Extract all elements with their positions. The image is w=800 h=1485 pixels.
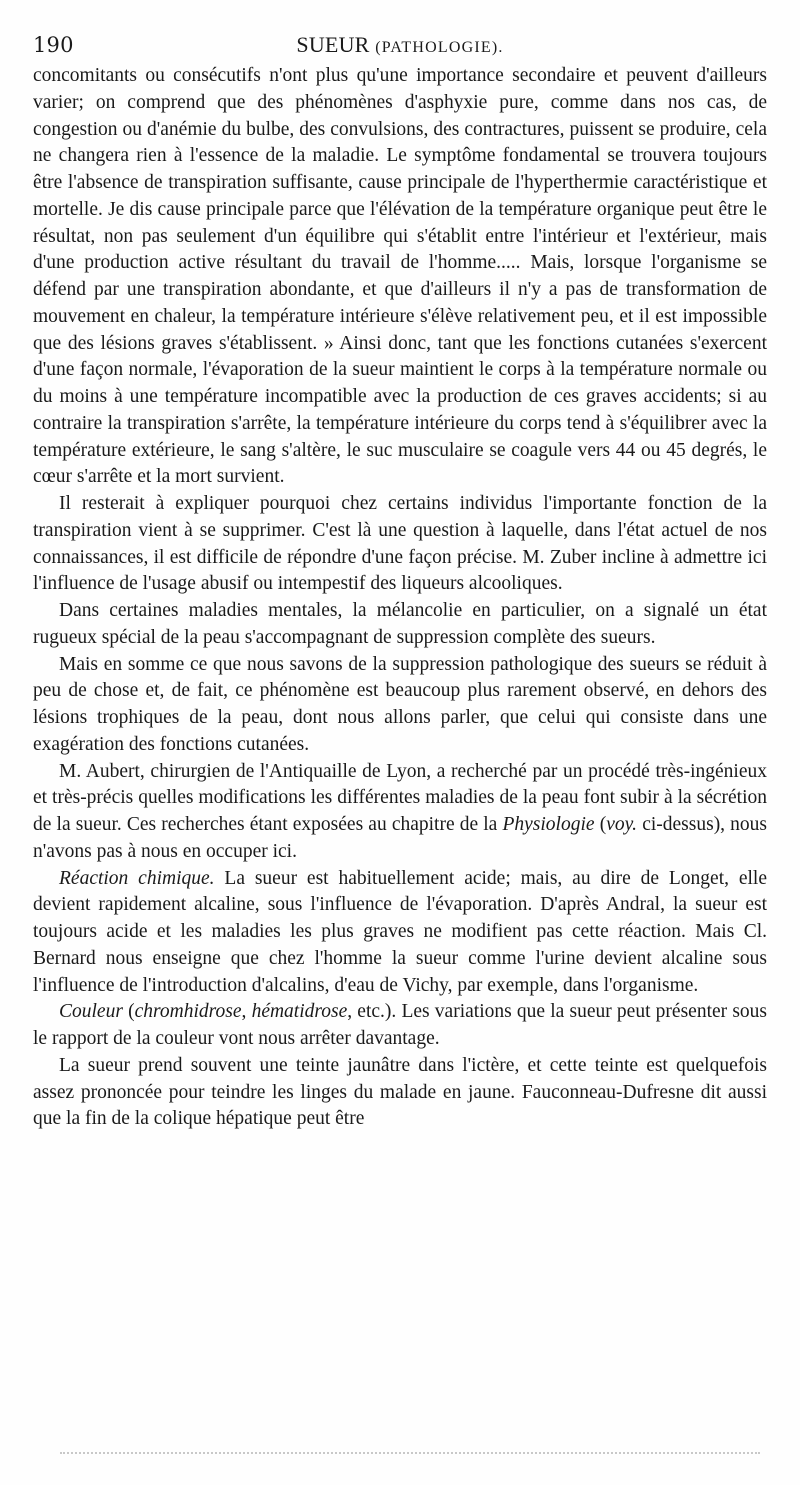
italic-term: hématidrose [251,1001,348,1023]
text-run: , [241,1001,247,1023]
paragraph [33,999,767,1053]
section-heading: Réaction chimique. [59,867,215,889]
title-main: SUEUR [296,32,370,57]
paragraph: La sueur prend souvent une teinte jaunâtre dans l'ictère, et cette teinte est quelquefois assez prononcée pour teindre les linges du malade en jaune. Fauconneau-Dufresne dit aussi que la fin de la colique hépatique peut être [33,1054,767,1130]
body-text [33,63,767,1133]
paragraph: concomitants ou consécutifs n'ont plus qu'une importance secondaire et peuvent d'ailleurs varier; on comprend que des phénomènes d'asphyxie pure, comme dans nos cas, de congestion ou d'anémie du bulbe, des convulsions, des contractures, puissent se produire, cela ne changera rien à l'essence de la maladie. Le symptôme fondamental se trouvera toujours être l'absence de transpiration suffisante, cause principale de l'hyperthermie caractéristique et mortelle. Je dis cause principale parce que l'élévation de la température organique peut être le résultat, non pas seulement d'un équilibre qui s'établit entre l'intérieur et l'extérieur, mais d'une production active résultant du travail de l'homme..... Mais, lorsque l'organisme se défend par une transpiration abondante, et que d'ailleurs il n'y a pas de transformation de mouvement en chaleur, la température intérieure s'élève relativement peu, et il est impossible que des lésions graves s'établissent. » Ainsi donc, tant que les fonctions cutanées s'exercent d'une façon normale, l'évaporation de la sueur maintient le corps à la température normale ou du moins à une température incompatible avec la production de ces graves accidents; si au contraire la transpiration s'arrête, la température intérieure du corps tend à s'équilibrer avec la température extérieure, le sang s'altère, le suc musculaire se coagule vers 44 ou 45 degrés, le cœur s'arrête et la mort survient. [33,65,767,488]
title-subtitle: (PATHOLOGIE). [375,39,504,56]
running-header [33,28,767,62]
italic-term: Physiologie [502,814,595,835]
page-number: 190 [33,33,74,57]
text-run: ( [128,1001,135,1023]
paragraph: Il resterait à expliquer pourquoi chez certains individus l'importante fonction de la transpiration vient à se supprimer. C'est là une question à laquelle, dans l'état actuel de nos connaissances, il est difficile de répondre d'une façon précise. M. Zuber incline à admettre ici l'influence de l'usage abusif ou intempestif des liqueurs alcooliques. [33,493,767,595]
text-run: La sueur est habituellement acide; mais, au dire de Longet, elle devient rapidement alcaline, sous l'influence de l'évaporation. D'après Andral, la sueur est toujours acide et les maladies les plus graves ne modifient pas cette réaction. Mais Cl. Bernard nous enseigne que chez l'homme la sueur comme l'urine devient alcaline sous l'influence de l'introduction d'alcalins, d'eau de Vichy, par exemple, dans l'organisme. [33,867,768,996]
paragraph: Dans certaines maladies mentales, la mélancolie en particulier, on a signalé un état rugueux spécial de la peau s'accompagnant de suppression complète des sueurs. [33,600,767,648]
italic-term: voy. [606,814,638,835]
text-run: ci-dessus), nous n'avons pas à nous en occuper ici. [33,814,768,862]
italic-term: chromhidrose [134,1001,242,1023]
paragraph [33,759,767,866]
footer-rule [60,1452,760,1454]
paragraph: Mais en somme ce que nous savons de la suppression pathologique des sueurs se réduit à peu de chose et, de fait, ce phénomène est beaucoup plus rarement observé, en dehors des lésions trophiques de la peau, dont nous allons parler, que celui qui consiste dans une exagération des fonctions cutanées. [33,653,767,755]
paragraph [33,866,767,1000]
page-title [33,28,767,65]
text-run: ( [599,814,607,835]
section-heading: Couleur [59,1001,123,1023]
text-run: M. Aubert, chirurgien de l'Antiquaille de Lyon, a recherché par un procédé très-ingénieux et très-précis quelles modifications les différentes maladies de la peau font subir à la sécrétion de la sueur. Ces recherches étant exposées au chapitre de la [33,760,767,835]
text-run: , etc.). Les variations que la sueur peut présenter sous le rapport de la couleur vont nous arrêter davantage. [33,1001,767,1049]
